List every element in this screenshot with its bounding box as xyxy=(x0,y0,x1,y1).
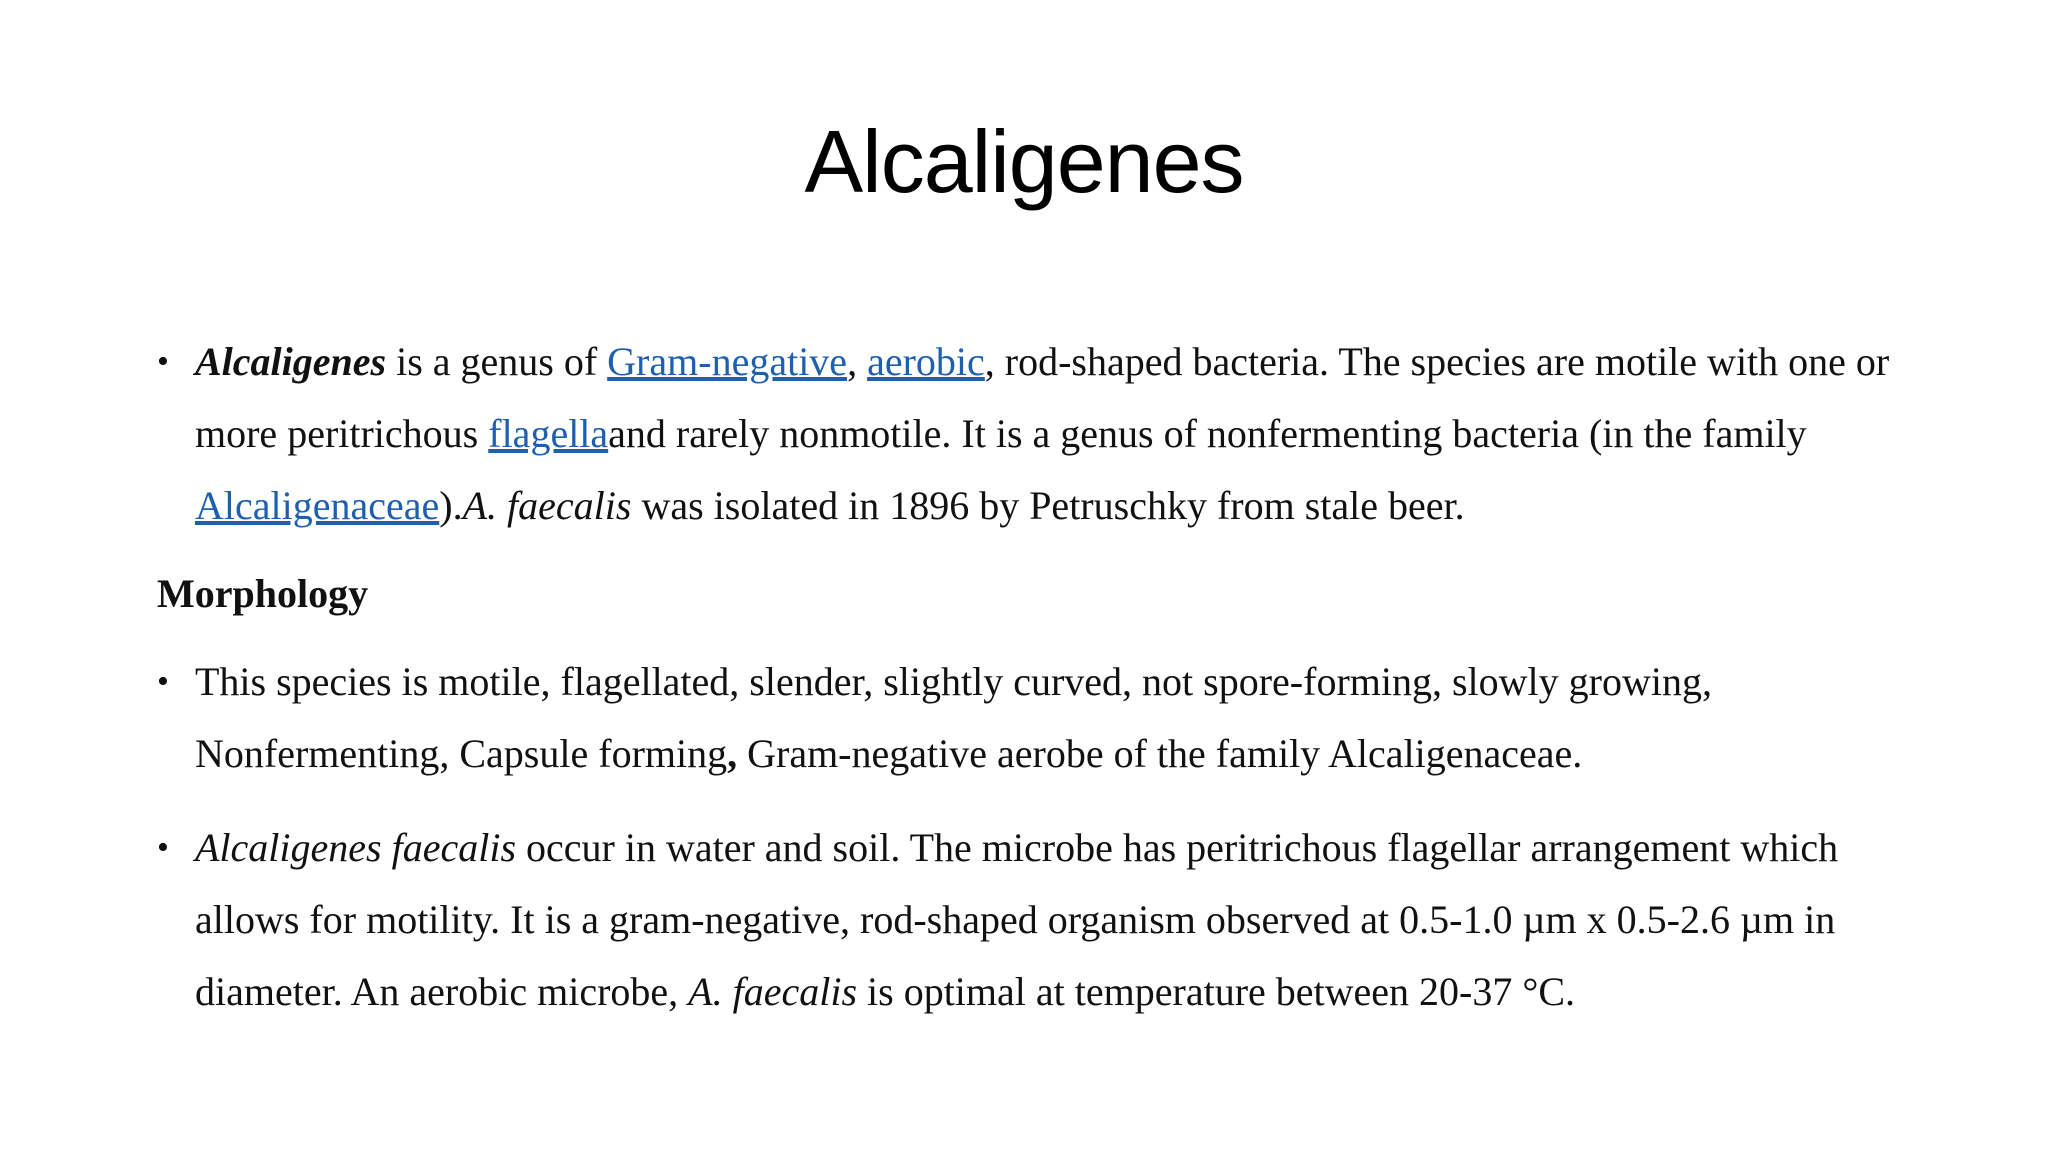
intro-text-2: , xyxy=(847,339,868,384)
slide-title: Alcaligenes xyxy=(804,112,1244,211)
bullet-morphology-2 xyxy=(157,812,1917,1028)
intro-text-3: , rod-shaped bacteria. The species are motile with one or more peritrichous xyxy=(195,339,1890,456)
morph1-text-2: Gram-negative aerobe of the family Alcaligenaceae. xyxy=(737,731,1583,776)
section-heading-morphology: Morphology xyxy=(157,571,369,616)
intro-text-4: and rarely nonmotile. It is a genus of nonfermenting bacteria (in the family xyxy=(608,411,1807,456)
morph2-text-1: occur in water and soil. The microbe has peritrichous flagellar arrangement which allows for motility. It is a gram-negative, rod-shaped organism observed at 0.5-1.0 µm x 0.5-2.6 µm in diameter. An aerobic microbe, xyxy=(195,825,1839,1014)
link-gram-negative[interactable]: Gram-negative xyxy=(607,339,848,384)
link-flagella[interactable]: flagella xyxy=(488,411,609,456)
bullet-dot: • xyxy=(157,343,169,380)
intro-text-5: ). xyxy=(439,483,463,528)
genus-name: Alcaligenes xyxy=(195,339,387,384)
link-aerobic[interactable]: aerobic xyxy=(867,339,985,384)
bullet-morphology-1 xyxy=(157,646,1917,790)
slide-body xyxy=(157,326,1917,1028)
morph1-text-1: This species is motile, flagellated, slender, slightly curved, not spore-forming, slowly growing, Nonfermenting, Capsule forming xyxy=(195,659,1712,776)
morph2-text-2: is optimal at temperature between 20-37 °C. xyxy=(857,969,1576,1014)
species-full-name: Alcaligenes faecalis xyxy=(195,825,517,870)
bullet-dot: • xyxy=(157,663,169,700)
bullet-dot: • xyxy=(157,829,169,866)
species-name: A. faecalis xyxy=(462,483,632,528)
intro-text-6: was isolated in 1896 by Petruschky from stale beer. xyxy=(631,483,1465,528)
link-alcaligenaceae[interactable]: Alcaligenaceae xyxy=(195,483,440,528)
bullet-intro xyxy=(157,326,1917,542)
morph1-comma: , xyxy=(727,731,738,776)
species-short-name: A. faecalis xyxy=(688,969,858,1014)
intro-text-1: is a genus of xyxy=(386,339,608,384)
